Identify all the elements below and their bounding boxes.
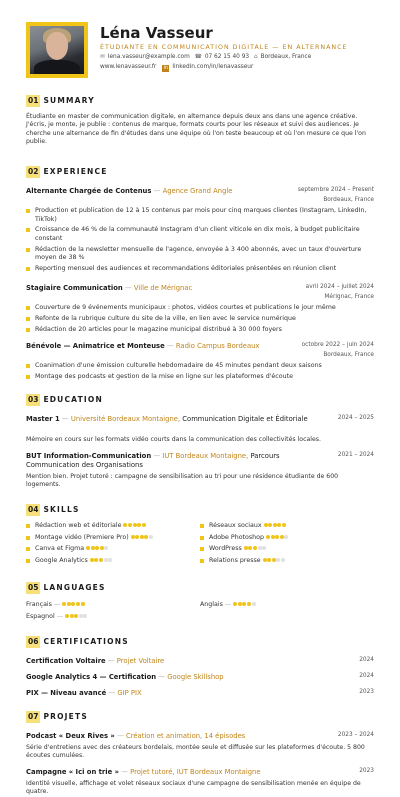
degree-title: BUT Information-Communication (26, 452, 152, 460)
rating-dot-filled (244, 546, 248, 550)
cert-issuer: GIP PIX (117, 689, 142, 697)
rating-dot-filled (90, 558, 94, 562)
project-title: Campagne « Ici on trie » (26, 768, 119, 776)
list-item: Rédaction de 20 articles pour le magazine municipal distribué à 30 000 foyers (26, 326, 374, 335)
cert-date: 2023 (359, 689, 374, 695)
rating-dot-filled (99, 558, 103, 562)
skill-name: Rédaction web et éditoriale (35, 522, 122, 529)
skill-name: Canva et Figma (35, 545, 85, 552)
rating-dot-filled (100, 546, 104, 550)
rating-dot-filled (277, 523, 281, 527)
rating-dot-filled (144, 535, 148, 539)
project-subtitle: Création et animation, 14 épisodes (125, 732, 246, 740)
portrait-image (30, 26, 84, 74)
separator: — (166, 342, 174, 350)
location-text: Bordeaux, France (260, 54, 312, 60)
website-link[interactable]: www.lenavasseur.fr (100, 64, 157, 70)
rating-dot-filled (67, 602, 71, 606)
list-item: Production et publication de 12 à 15 contenus par mois pour cinq marques clientes (Instagram, LinkedIn, TikTok) (26, 207, 374, 224)
language-item (26, 601, 85, 610)
candidate-tagline: ÉTUDIANTE EN COMMUNICATION DIGITALE — EN ALTERNANCE (100, 44, 348, 51)
skill-item (26, 557, 113, 566)
project-description: Série d'entretiens avec des créateurs bordelais, montée seule et diffusée sur les plateformes d'écoute. 5 800 écoutes cumulées. (26, 744, 365, 760)
section-title: CERTIFICATIONS (43, 636, 129, 646)
section-number: 07 (26, 711, 40, 723)
job-bullets-3 (26, 362, 374, 384)
skill-name: Réseaux sociaux (209, 522, 262, 529)
rating-dots (123, 522, 146, 531)
project-entry (26, 732, 374, 741)
separator: — (124, 284, 132, 292)
section-number: 01 (26, 95, 40, 107)
rating-dot-empty (83, 614, 87, 618)
rating-dot-empty (276, 558, 280, 562)
job-title: Stagiaire Communication (26, 284, 123, 292)
job-org: Radio Campus Bordeaux (175, 342, 260, 350)
rating-dot-filled (253, 546, 257, 550)
rating-dot-empty (252, 602, 256, 606)
list-item: Couverture de 9 événements municipaux : photos, vidéos courtes et publications le jour même (26, 304, 374, 313)
rating-dot-filled (71, 602, 75, 606)
section-number: 03 (26, 394, 40, 406)
rating-dots (264, 522, 287, 531)
rating-dot-filled (238, 602, 242, 606)
separator: — (121, 768, 128, 776)
education-description: Mention bien. Projet tutoré : campagne de sensibilisation au tri pour une résidence étudiante de 600 logements. (26, 473, 339, 489)
section-title: EDUCATION (43, 394, 103, 404)
cert-title: Google Analytics 4 — Certification (26, 673, 157, 681)
rating-dot-empty (104, 546, 108, 550)
section-header-languages (26, 581, 374, 595)
skill-item (26, 522, 146, 531)
degree-title: Master 1 (26, 415, 60, 423)
education-date: 2021 – 2024 (337, 452, 374, 458)
job-org: Ville de Mérignac (133, 284, 193, 292)
skill-name: WordPress (209, 545, 242, 552)
separator: — (61, 415, 69, 423)
job-title: Alternante Chargée de Contenus (26, 187, 152, 195)
rating-dot-filled (86, 546, 90, 550)
rating-dots (90, 557, 113, 566)
job-entry-3 (26, 342, 374, 358)
skill-item (26, 534, 154, 543)
skill-item (200, 534, 289, 543)
job-bullets-2 (26, 304, 374, 337)
rating-dot-filled (282, 523, 286, 527)
skill-name: Google Analytics (35, 556, 88, 564)
job-location: Mérignac, France (324, 294, 374, 300)
summary-text: Étudiante en master de communication digitale, en alternance depuis deux ans dans une agence créative. J'écris, je monte, je publie : contenus de marque, formats courts pour les réseaux et suivi des audiences. Je cherche une alternance de fin d'études dans une équipe où l'on teste beaucoup et où l'on mesure ce que l'on publie. (26, 113, 366, 146)
cert-title: PIX — Niveau avancé (26, 689, 107, 697)
rating-dot-filled (267, 558, 271, 562)
separator: — (56, 613, 64, 620)
rating-dot-empty (104, 558, 108, 562)
project-entry (26, 768, 374, 777)
rating-dot-filled (91, 546, 95, 550)
job-title: Bénévole — Animatrice et Monteuse (26, 342, 165, 350)
skill-name: Relations presse (209, 556, 261, 564)
rating-dot-filled (94, 558, 98, 562)
list-item: Refonte de la rubrique culture du site de la ville, en lien avec le service numérique (26, 315, 374, 324)
section-header-skills (26, 503, 374, 517)
rating-dot-filled (128, 523, 132, 527)
rating-dot-filled (268, 523, 272, 527)
rating-dot-filled (131, 535, 135, 539)
rating-dot-filled (264, 523, 268, 527)
rating-dot-empty (262, 546, 266, 550)
cert-date: 2024 (359, 673, 374, 679)
project-date: 2023 – 2024 (337, 732, 374, 738)
rating-dot-filled (242, 602, 246, 606)
job-entry-2 (26, 284, 374, 300)
rating-dot-empty (281, 558, 285, 562)
rating-dot-filled (273, 523, 277, 527)
rating-dot-filled (123, 523, 127, 527)
rating-dot-filled (133, 523, 137, 527)
section-number: 02 (26, 166, 40, 178)
degree-field: Communication Digitale et Éditoriale (180, 415, 308, 423)
rating-dot-filled (62, 602, 66, 606)
language-name: Anglais (200, 601, 223, 608)
language-name: Français (26, 601, 52, 608)
school-name: Université Bordeaux Montaigne, (70, 415, 181, 423)
rating-dots (263, 557, 286, 566)
rating-dot-filled (137, 523, 141, 527)
list-item: Croissance de 46 % de la communauté Instagram d'un client viticole en dix mois, à budget publicitaire constant (26, 226, 374, 243)
rating-dot-filled (135, 535, 139, 539)
certification-entry (26, 689, 374, 698)
section-title: LANGUAGES (43, 582, 106, 592)
section-header-experience (26, 165, 374, 179)
skill-name: Adobe Photoshop (209, 533, 265, 541)
skill-item (26, 545, 109, 554)
education-date: 2024 – 2025 (337, 415, 374, 421)
candidate-name: Léna Vasseur (100, 24, 213, 42)
project-subtitle: Projet tutoré, IUT Bordeaux Montaigne (130, 768, 261, 776)
rating-dot-filled (263, 558, 267, 562)
linkedin-icon: in (163, 65, 169, 71)
rating-dot-empty (149, 535, 153, 539)
location-icon: ⌂ (253, 54, 258, 60)
skill-item (200, 545, 267, 554)
rating-dot-filled (271, 535, 275, 539)
job-date: octobre 2022 – juin 2024 (301, 342, 374, 348)
education-description: Mémoire en cours sur les formats vidéo courts dans la communication des collectivités locales. (26, 436, 321, 443)
rating-dot-filled (70, 614, 74, 618)
section-title: SUMMARY (43, 95, 95, 105)
job-date: septembre 2024 – Present (297, 187, 374, 193)
language-name: Espagnol (26, 613, 55, 620)
contact-line-2 (100, 64, 256, 72)
education-entry-2 (26, 452, 374, 470)
rating-dot-filled (247, 602, 251, 606)
job-date: avril 2024 – juillet 2024 (305, 284, 374, 290)
education-entry-1 (26, 415, 374, 424)
separator: — (153, 452, 161, 460)
list-item: Coanimation d'une émission culturelle hebdomadaire de 45 minutes pendant deux saisons (26, 362, 374, 371)
cert-issuer: Projet Voltaire (116, 657, 165, 665)
certification-entry (26, 673, 374, 682)
section-title: EXPERIENCE (43, 166, 108, 176)
cert-issuer: Google Skillshop (167, 673, 224, 681)
list-item: Montage des podcasts et gestion de la mise en ligne sur les plateformes d'écoute (26, 373, 374, 382)
rating-dot-empty (258, 546, 262, 550)
job-location: Bordeaux, France (323, 197, 374, 203)
rating-dots (131, 534, 154, 543)
certification-entry (26, 657, 374, 666)
rating-dots (65, 613, 88, 622)
rating-dot-empty (108, 558, 112, 562)
skill-item (200, 522, 287, 531)
separator: — (158, 673, 166, 681)
phone-icon: ☎ (194, 54, 202, 60)
section-title: SKILLS (43, 504, 80, 514)
email-link[interactable]: lena.vasseur@example.com (107, 54, 190, 60)
section-header-projects (26, 710, 374, 724)
rating-dot-filled (65, 614, 69, 618)
rating-dot-filled (74, 614, 78, 618)
rating-dot-filled (76, 602, 80, 606)
cert-date: 2024 (359, 657, 374, 663)
rating-dot-filled (266, 535, 270, 539)
skill-item (200, 557, 286, 566)
rating-dots (62, 601, 85, 610)
section-title: PROJETS (43, 711, 88, 721)
language-item (26, 613, 88, 622)
rating-dots (86, 545, 109, 554)
language-item (200, 601, 256, 610)
profile-photo (26, 22, 88, 78)
rating-dot-filled (280, 535, 284, 539)
section-header-certifications (26, 635, 374, 649)
separator: — (53, 601, 61, 608)
list-item: Rédaction de la newsletter mensuelle de l'agence, envoyée à 3 400 abonnés, avec un taux d'ouverture moyen de 38 % (26, 246, 374, 263)
rating-dot-filled (140, 535, 144, 539)
project-description: Identité visuelle, affichage et volet réseaux sociaux d'une campagne de sensibilisation menée en équipe de quatre. (26, 780, 361, 796)
skill-name: Montage vidéo (Premiere Pro) (35, 533, 129, 541)
rating-dot-filled (95, 546, 99, 550)
rating-dot-filled (142, 523, 146, 527)
rating-dot-filled (233, 602, 237, 606)
project-title: Podcast « Deux Rives » (26, 732, 115, 740)
rating-dots (233, 601, 256, 610)
cert-title: Certification Voltaire (26, 657, 106, 665)
section-number: 05 (26, 582, 40, 594)
separator: — (107, 657, 115, 665)
job-bullets-1 (26, 207, 374, 276)
list-item: Reporting mensuel des audiences et recommandations éditoriales présentées en réunion client (26, 265, 374, 274)
project-date: 2023 (359, 768, 374, 774)
rating-dot-filled (81, 602, 85, 606)
separator: — (108, 689, 116, 697)
rating-dot-empty (284, 535, 288, 539)
section-header-education (26, 393, 374, 407)
phone-number[interactable]: 07 62 15 40 93 (204, 54, 250, 60)
separator: — (116, 732, 124, 740)
linkedin-link[interactable]: linkedin.com/in/lenavasseur (172, 64, 254, 70)
separator: — (153, 187, 161, 195)
section-header-summary (26, 94, 374, 108)
degree-field: Parcours Communication des Organisations (26, 452, 280, 470)
job-location: Bordeaux, France (323, 352, 374, 358)
rating-dots (266, 534, 289, 543)
section-number: 06 (26, 636, 40, 648)
contact-line-1 (100, 54, 314, 62)
rating-dot-filled (248, 546, 252, 550)
separator: — (224, 601, 232, 608)
rating-dots (244, 545, 267, 554)
resume-header (26, 22, 386, 80)
job-org: Agence Grand Angle (162, 187, 233, 195)
rating-dot-filled (275, 535, 279, 539)
job-entry-1 (26, 187, 374, 203)
email-icon: ✉ (100, 54, 105, 60)
rating-dot-empty (79, 614, 83, 618)
school-name: IUT Bordeaux Montaigne, (162, 452, 249, 460)
rating-dot-filled (272, 558, 276, 562)
section-number: 04 (26, 504, 40, 516)
